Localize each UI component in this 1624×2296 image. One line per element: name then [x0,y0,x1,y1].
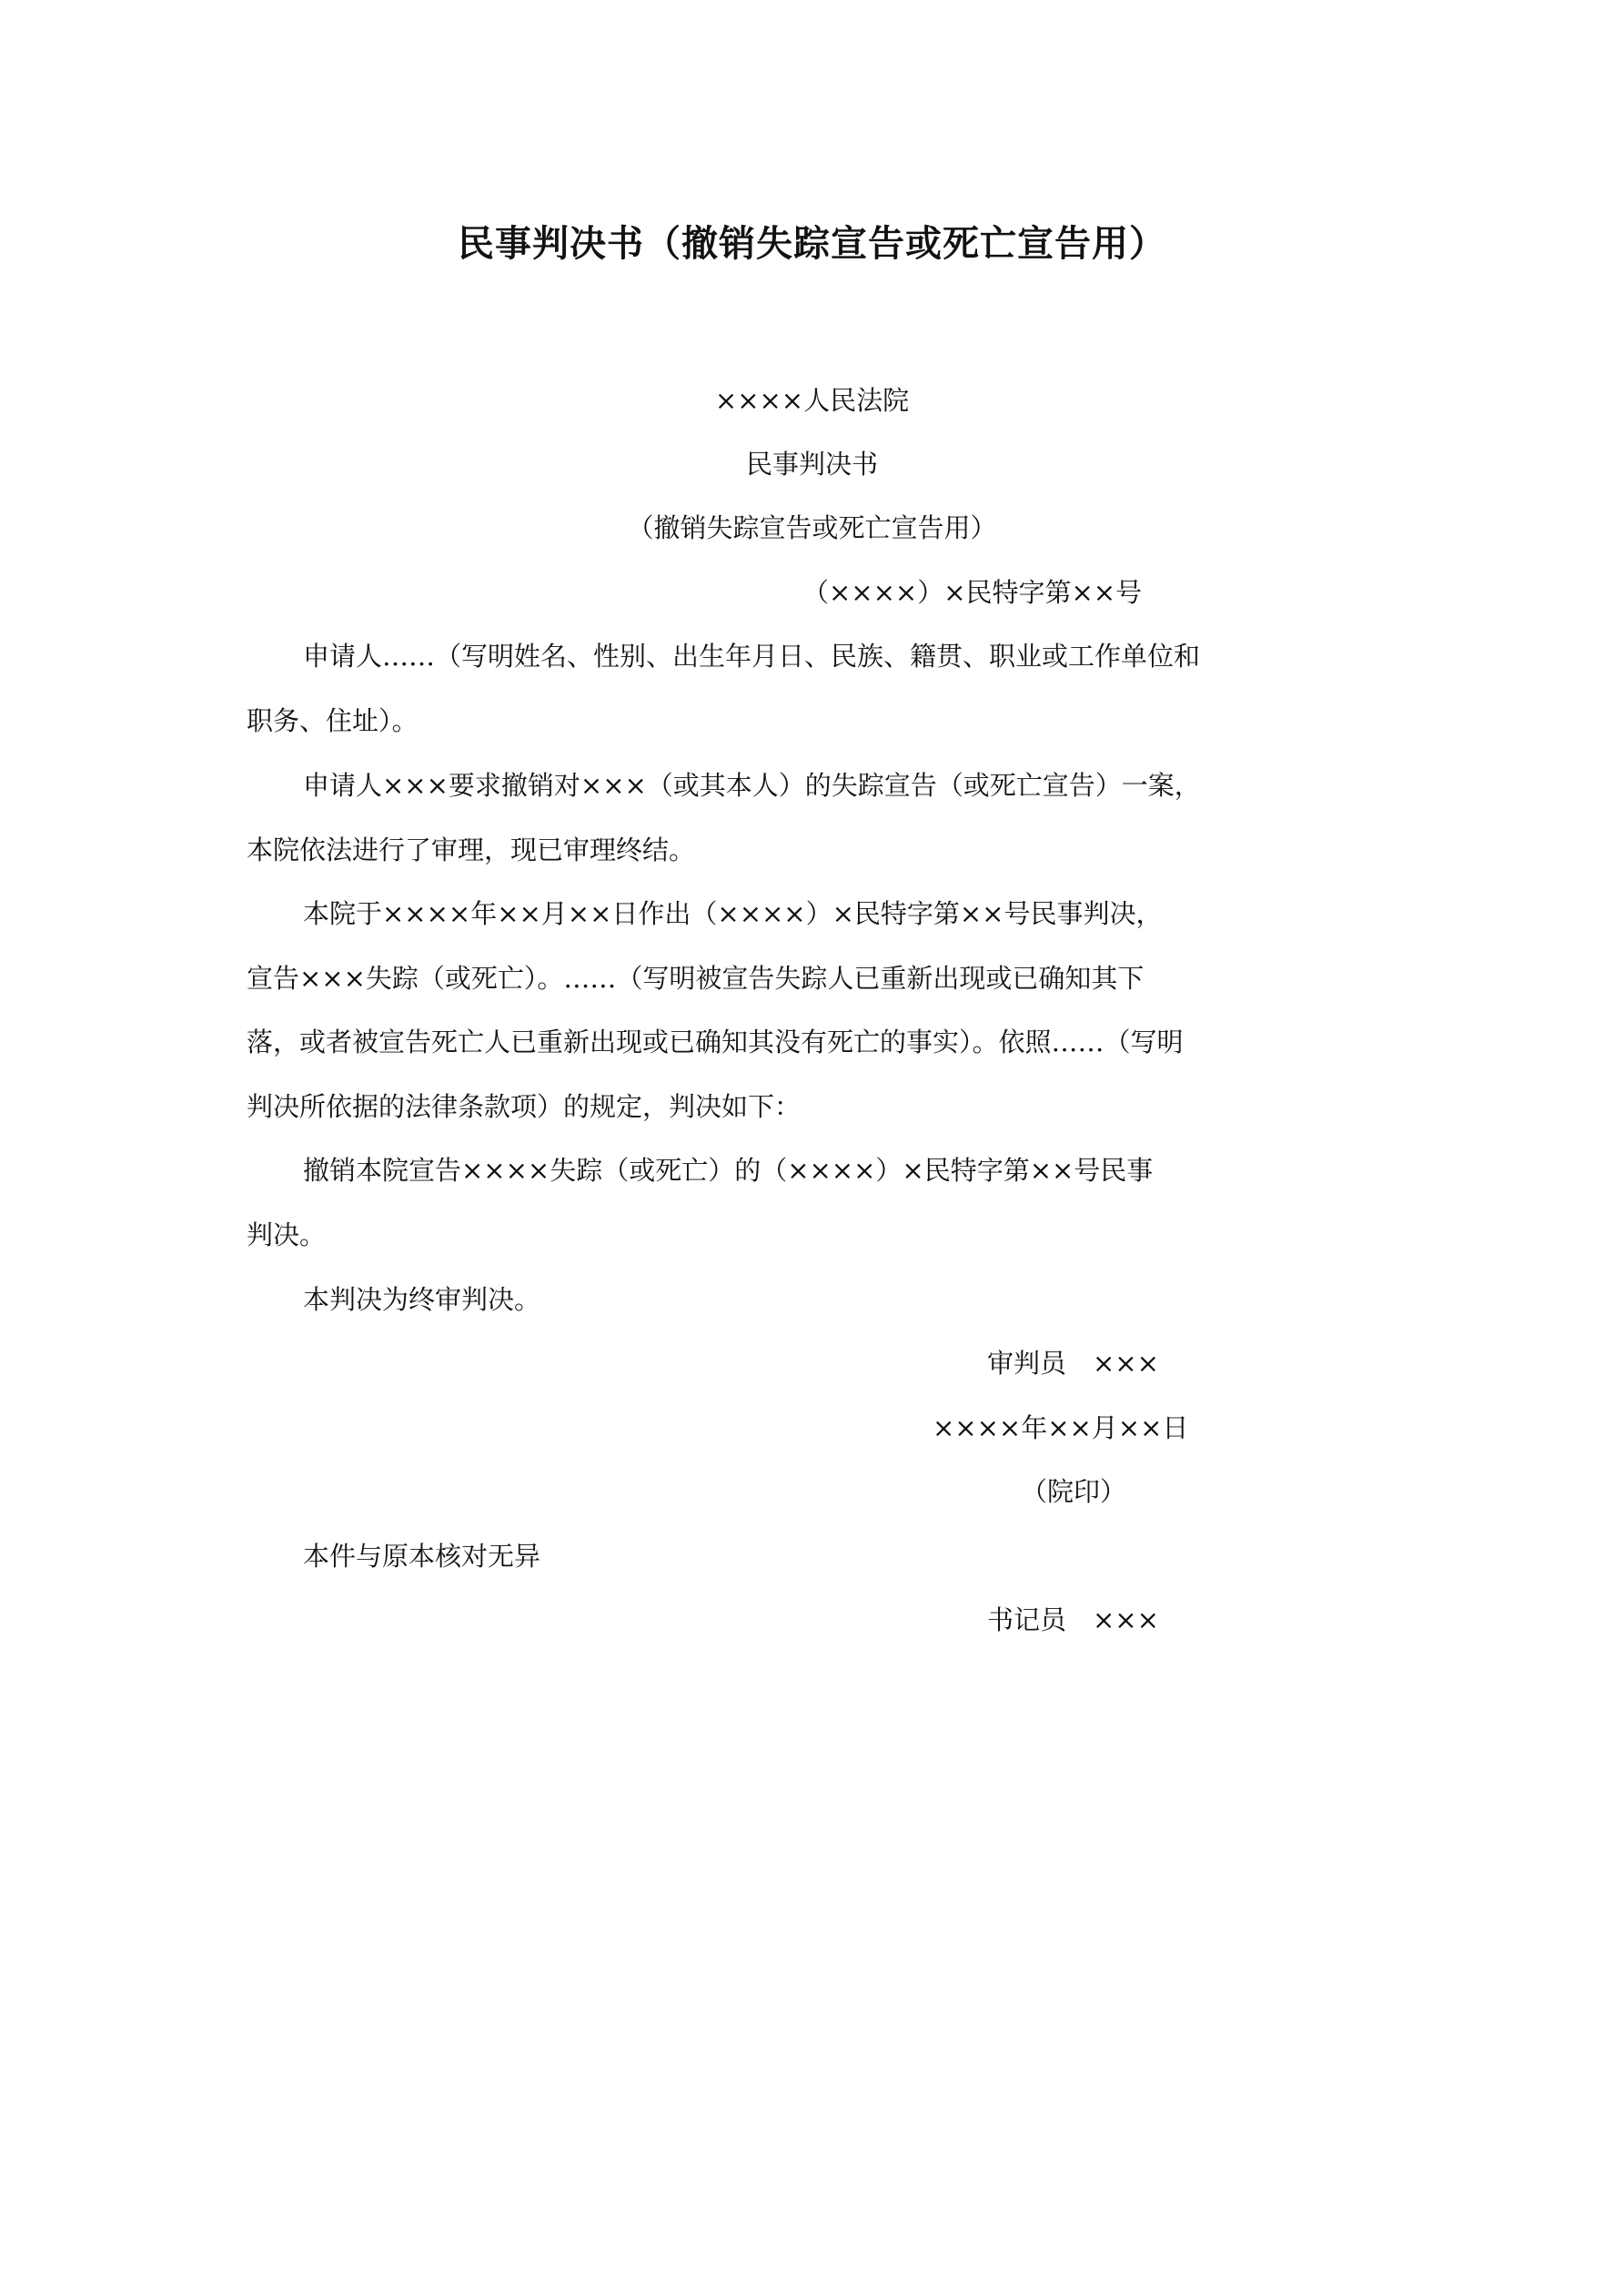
body-line: 落，或者被宣告死亡人已重新出现或已确知其没有死亡的事实）。依照……（写明 [247,1027,1184,1057]
body-line: 本院依法进行了审理，现已审理终结。 [247,834,696,865]
document-type: 民事判决书 [745,449,878,480]
body-line: 撤销本院宣告××××失踪（或死亡）的（××××）×民特字第××号民事 [303,1155,1154,1186]
judgment-date: ××××年××月××日 [933,1412,1189,1443]
judge-signature: 审判员 ××× [987,1348,1159,1379]
verification-note: 本件与原本核对无异 [303,1541,541,1572]
clerk-signature: 书记员 ××× [987,1604,1159,1635]
case-number: （××××）×民特字第××号 [802,577,1143,608]
body-line: 申请人……（写明姓名、性别、出生年月日、民族、籍贯、职业或工作单位和 [303,641,1201,672]
court-name: ××××人民法院 [714,385,910,416]
body-line: 职务、住址）。 [247,705,419,736]
body-line: 申请人×××要求撤销对×××（或其本人）的失踪宣告（或死亡宣告）一案， [303,770,1201,801]
body-line: 宣告×××失踪（或死亡）。……（写明被宣告失踪人已重新出现或已确知其下 [247,963,1145,994]
body-line: 本判决为终审判决。 [303,1284,541,1315]
body-line: 判决。 [247,1219,327,1250]
body-line: 本院于××××年××月××日作出（××××）×民特字第××号民事判决， [303,898,1163,929]
court-seal: （院印） [1021,1476,1127,1507]
document-subtype: （撤销失踪宣告或死亡宣告用） [627,512,997,543]
document-title: 民事判决书（撤销失踪宣告或死亡宣告用） [458,222,1166,265]
body-line: 判决所依据的法律条款项）的规定，判决如下： [247,1091,802,1122]
